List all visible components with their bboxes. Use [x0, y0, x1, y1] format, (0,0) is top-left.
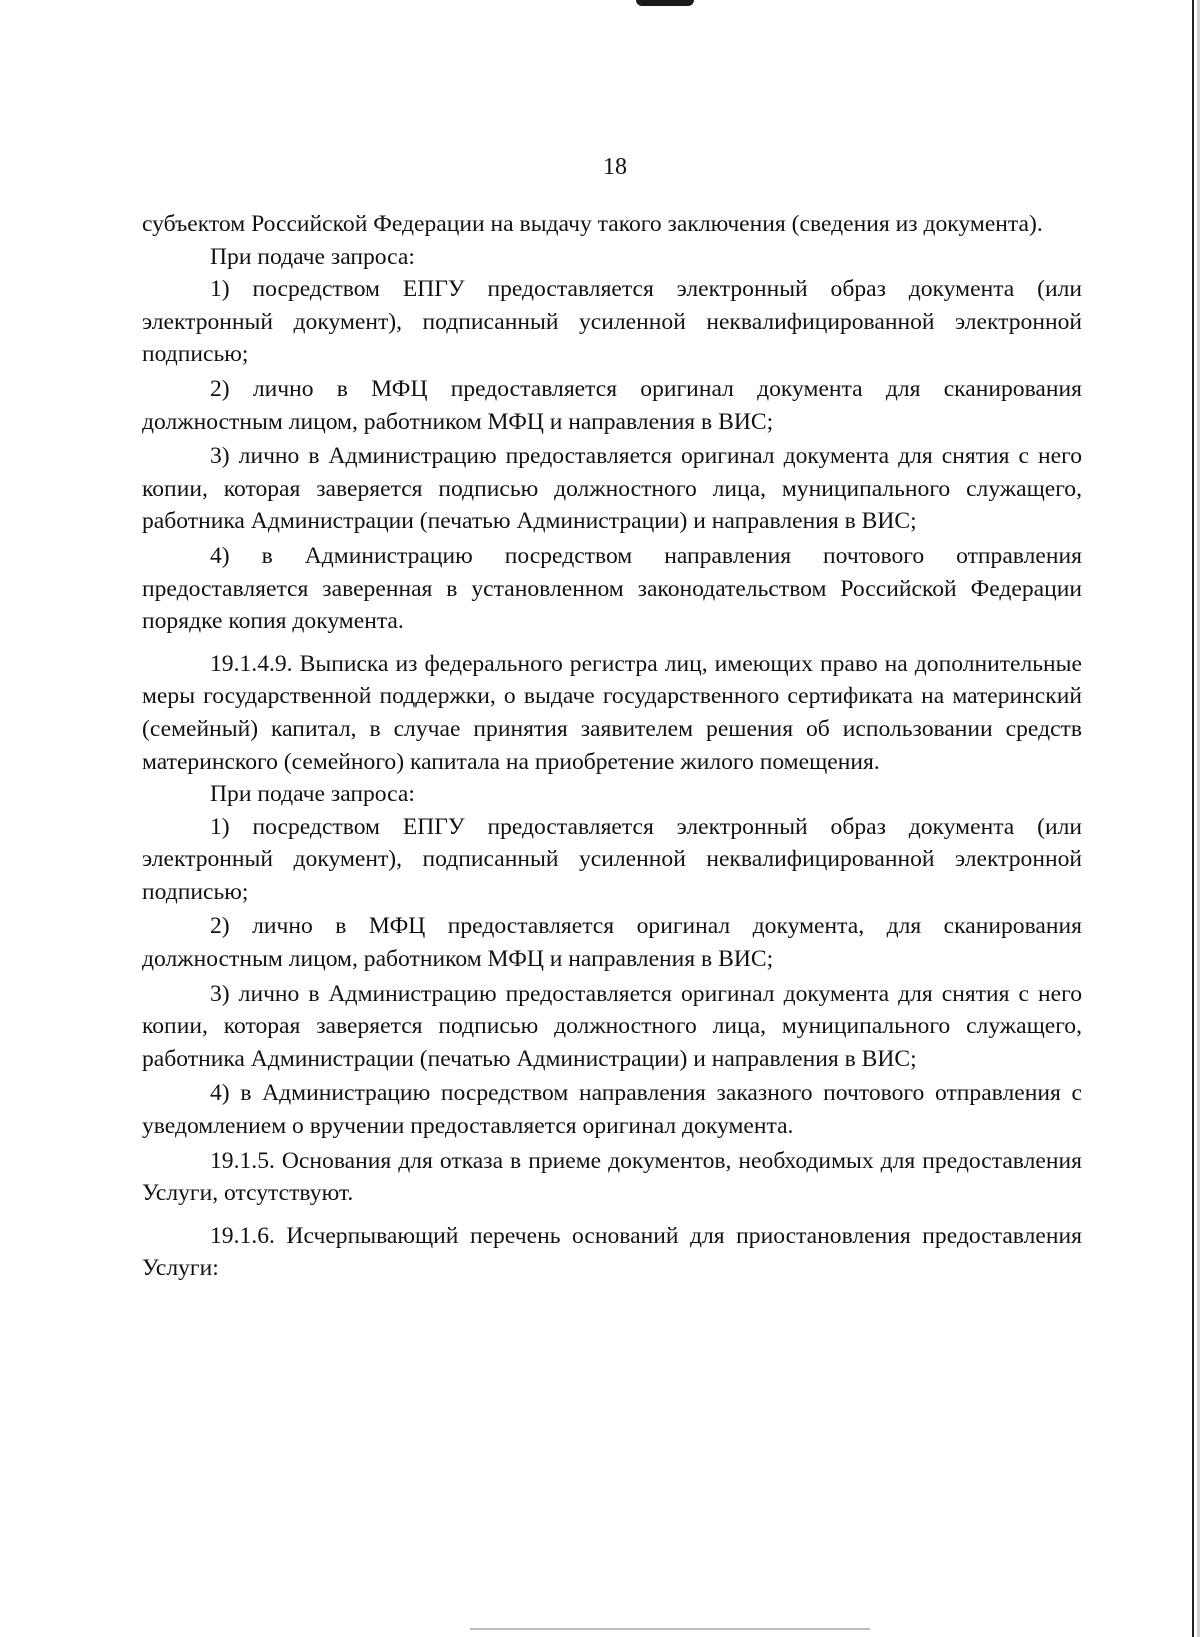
paragraph-item-4-b: 4) в Администрацию посредством направления заказного почтового отправления с уведомлением о вручении предоставляется оригинал документа. — [142, 1080, 1082, 1140]
paragraph-item-1-b: 1) посредством ЕПГУ предоставляется электронный образ документа (или электронный документ), подписанный усиленной неквалифицированной электронной подписью; — [142, 813, 1082, 905]
paragraph-item-3-b: 3) лично в Администрацию предоставляется оригинал документа для снятия с него копии, которая заверяется подписью должностного лица, муниципального служащего, работника Администрации (печатью Администрации) и направления в ВИС; — [142, 980, 1082, 1072]
paragraph-request-heading-2: При подаче запроса: — [210, 781, 415, 808]
paragraph-item-2-b: 2) лично в МФЦ предоставляется оригинал документа, для сканирования должностным лицом, работником МФЦ и направления в ВИС; — [142, 913, 1082, 973]
paragraph-section-19-1-6: 19.1.6. Исчерпывающий перечень оснований для приостановления предоставления Услуги: — [142, 1222, 1082, 1282]
paragraph-section-19-1-5: 19.1.5. Основания для отказа в приеме документов, необходимых для предоставления Услуги, отсутствуют. — [142, 1147, 1082, 1207]
scan-artifact-top — [636, 0, 694, 6]
scan-edge-dark — [1192, 0, 1194, 1637]
document-body — [142, 208, 1082, 1285]
paragraph-item-2: 2) лично в МФЦ предоставляется оригинал документа для сканирования должностным лицом, работником МФЦ и направления в ВИС; — [142, 375, 1082, 435]
paragraph-section-19-1-4-9: 19.1.4.9. Выписка из федерального регистра лиц, имеющих право на дополнительные меры государственной поддержки, о выдаче государственного сертификата на материнский (семейный) капитал, в случае принятия заявителем решения об использовании средств материнского (семейного) капитала на приобретение жилого помещения. — [142, 650, 1082, 775]
page-number: 18 — [603, 154, 627, 180]
paragraph-item-1: 1) посредством ЕПГУ предоставляется электронный образ документа (или электронный документ), подписанный усиленной неквалифицированной электронной подписью; — [142, 276, 1082, 368]
scan-artifact-bottom — [470, 1628, 870, 1630]
paragraph-item-3: 3) лично в Администрацию предоставляется оригинал документа для снятия с него копии, которая заверяется подписью должностного лица, муниципального служащего, работника Администрации (печатью Администрации) и направления в ВИС; — [142, 443, 1082, 535]
paragraph-continuation: субъектом Российской Федерации на выдачу такого заключения (сведения из документа). — [142, 211, 1043, 237]
paragraph-request-heading: При подаче запроса: — [210, 243, 415, 270]
paragraph-item-4: 4) в Администрацию посредством направления почтового отправления предоставляется заверенная в установленном законодательством Российской Федерации порядке копия документа. — [142, 542, 1082, 635]
